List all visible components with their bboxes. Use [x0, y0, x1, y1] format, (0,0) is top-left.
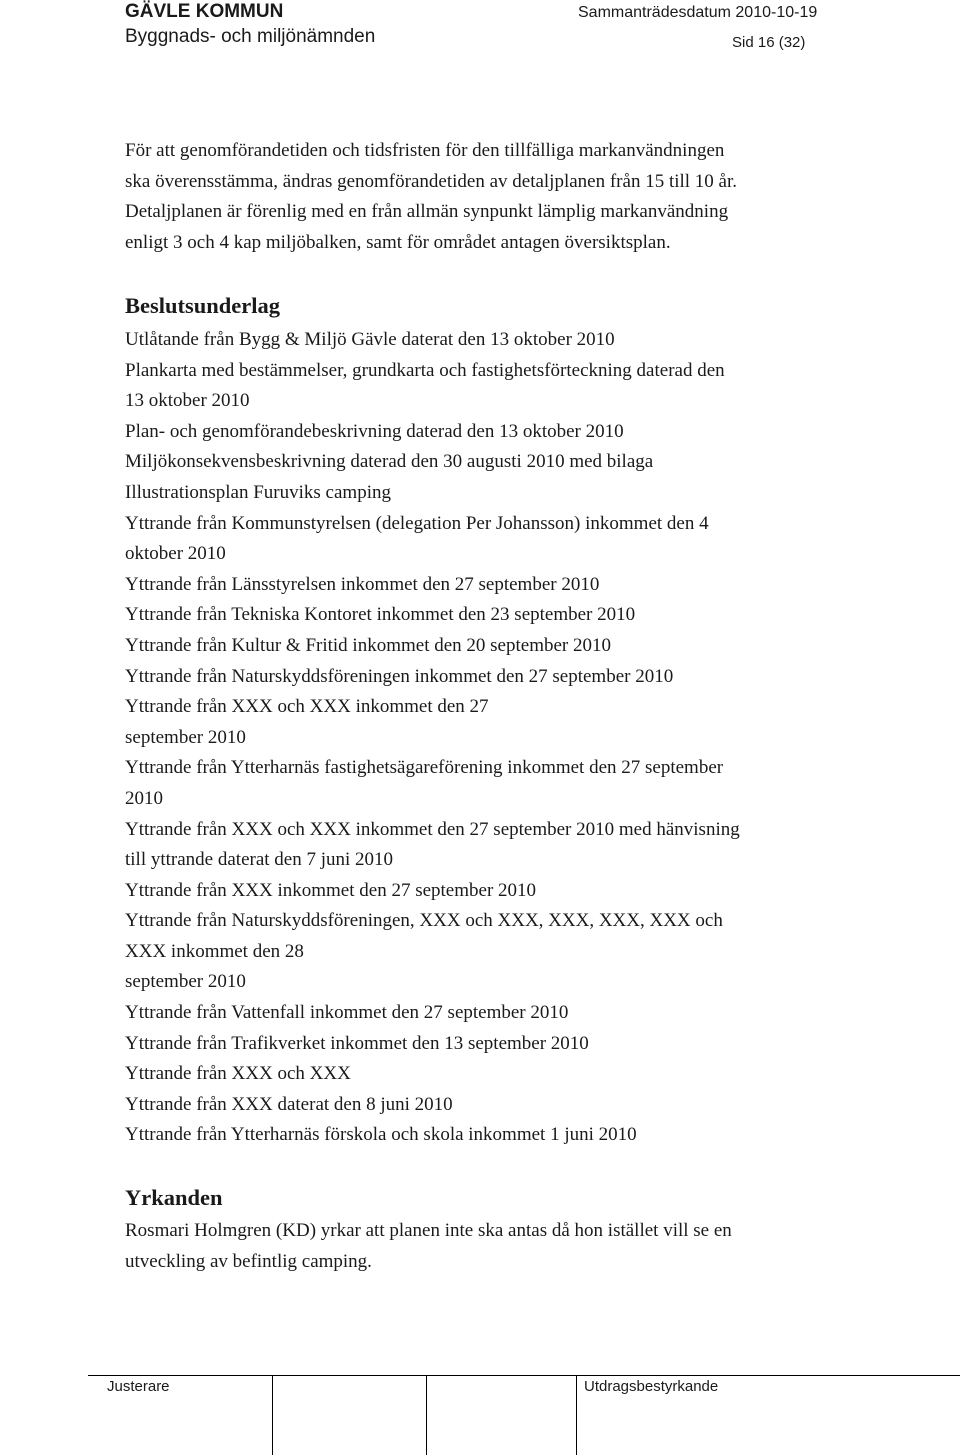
list-item: Yttrande från Kommunstyrelsen (delegation Per Johansson) inkommet den 4 [125, 512, 709, 534]
footer-column-divider [272, 1375, 273, 1455]
intro-paragraph [125, 136, 737, 258]
list-item: till yttrande daterat den 7 juni 2010 [125, 849, 394, 871]
decision-basis-list [125, 325, 740, 1151]
paragraph-line: Detaljplanen är förenlig med en från allmän synpunkt lämplig markanvändning [125, 201, 729, 223]
page-number: Sid 16 (32) [732, 34, 806, 51]
list-item: Yttrande från Naturskyddsföreningen, XXX och XXX, XXX, XXX, XXX och [125, 910, 723, 932]
list-item: Yttrande från XXX och XXX [125, 1063, 351, 1085]
paragraph-line: För att genomförandetiden och tidsfristen för den tillfälliga markanvändningen [125, 140, 725, 161]
list-item: Yttrande från Ytterharnäs förskola och skola inkommet 1 juni 2010 [125, 1124, 637, 1146]
list-item: Yttrande från Kultur & Fritid inkommet den 20 september 2010 [125, 634, 611, 656]
list-item: Yttrande från Länsstyrelsen inkommet den 27 september 2010 [125, 573, 600, 595]
meeting-date: Sammanträdesdatum 2010-10-19 [578, 4, 818, 21]
list-item: september 2010 [125, 726, 246, 748]
paragraph-line: ska överensstämma, ändras genomförandetiden av detaljplanen från 15 till 10 år. [125, 170, 738, 192]
paragraph-line: utveckling av befintlig camping. [125, 1250, 372, 1272]
list-item: Yttrande från Ytterharnäs fastighetsägareförening inkommet den 27 september [125, 757, 724, 779]
list-item: Yttrande från XXX daterat den 8 juni 2010 [125, 1093, 453, 1115]
board-name: Byggnads- och miljönämnden [125, 26, 376, 47]
list-item: Yttrande från XXX inkommet den 27 september 2010 [125, 879, 537, 901]
footer-certification-label: Utdragsbestyrkande [584, 1378, 719, 1395]
footer-adjuster-label: Justerare [107, 1378, 170, 1395]
claims-paragraph [125, 1216, 732, 1277]
footer-divider [88, 1375, 960, 1376]
list-item: Plankarta med bestämmelser, grundkarta och fastighetsförteckning daterad den [125, 359, 725, 381]
list-item: Yttrande från Vattenfall inkommet den 27 september 2010 [125, 1002, 569, 1024]
section-heading-claims: Yrkanden [125, 1185, 223, 1210]
section-heading-decision-basis: Beslutsunderlag [125, 293, 281, 318]
footer-column-divider [576, 1375, 577, 1455]
list-item: Yttrande från Tekniska Kontoret inkommet den 23 september 2010 [125, 604, 636, 626]
list-item: XXX inkommet den 28 [125, 940, 304, 962]
footer-column-divider [426, 1375, 427, 1455]
list-item: Utlåtande från Bygg & Miljö Gävle daterat den 13 oktober 2010 [125, 329, 615, 350]
municipality-name: GÄVLE KOMMUN [125, 1, 284, 22]
list-item: Illustrationsplan Furuviks camping [125, 481, 391, 503]
paragraph-line: Rosmari Holmgren (KD) yrkar att planen inte ska antas då hon istället vill se en [125, 1220, 732, 1241]
list-item: 2010 [125, 787, 163, 809]
paragraph-line: enligt 3 och 4 kap miljöbalken, samt för området antagen översiktsplan. [125, 231, 671, 253]
list-item: Yttrande från Trafikverket inkommet den 13 september 2010 [125, 1032, 589, 1054]
list-item: Miljökonsekvensbeskrivning daterad den 30 augusti 2010 med bilaga [125, 451, 654, 473]
list-item: Yttrande från Naturskyddsföreningen inkommet den 27 september 2010 [125, 665, 674, 687]
list-item: Yttrande från XXX och XXX inkommet den 27 september 2010 med hänvisning [125, 818, 740, 840]
list-item: oktober 2010 [125, 543, 226, 565]
list-item: september 2010 [125, 971, 246, 993]
list-item: 13 oktober 2010 [125, 390, 250, 412]
list-item: Yttrande från XXX och XXX inkommet den 27 [125, 696, 489, 718]
list-item: Plan- och genomförandebeskrivning daterad den 13 oktober 2010 [125, 420, 624, 442]
